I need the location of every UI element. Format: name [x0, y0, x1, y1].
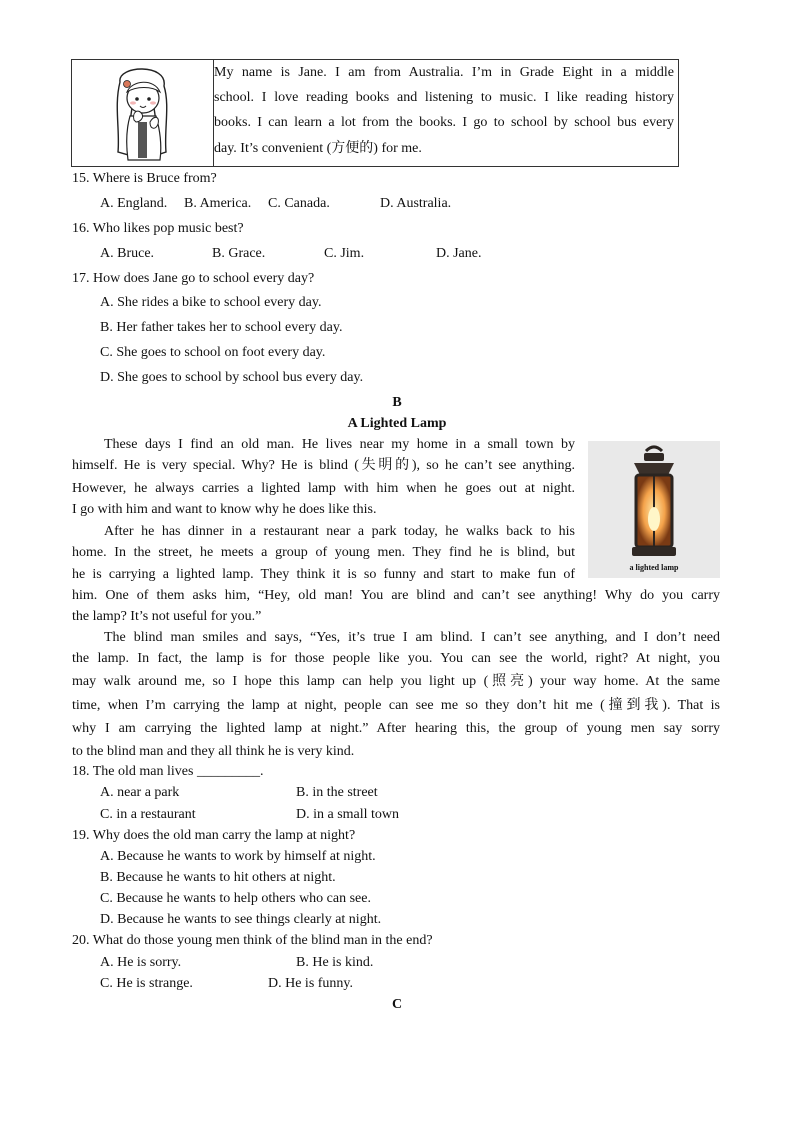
lamp-image: [588, 441, 720, 578]
option-20b: B. He is kind.: [296, 955, 374, 970]
option-18d: D. in a small town: [296, 807, 400, 822]
option-19b: B. Because he wants to hit others at night.: [100, 870, 336, 885]
table-line: books. I can learn a lot from the books. I go to school by school bus every: [214, 115, 674, 130]
question-20: 20. What do those young men think of the blind man in the end?: [72, 933, 433, 948]
passage-line: may walk around me, so I hope this lamp can help you light up (照亮) your way home. At the same: [72, 674, 720, 689]
passage-line: himself. He is very special. Why? He is blind (失明的), so he can’t see anything.: [72, 458, 575, 473]
passage-line: he is carrying a lighted lamp. They think it is so funny and start to make fun of: [72, 567, 575, 582]
lamp-caption: a lighted lamp: [629, 563, 679, 572]
table-line: day. It’s convenient (方便的) for me.: [214, 141, 422, 156]
option-18b: B. in the street: [296, 785, 378, 800]
question-16: 16. Who likes pop music best?: [72, 221, 244, 236]
question-19: 19. Why does the old man carry the lamp at night?: [72, 828, 356, 843]
option-20d: D. He is funny.: [268, 976, 354, 991]
passage-line: time, when I’m carrying the lamp at night, people can see me so they don’t hit me (撞到我). That is: [72, 698, 720, 713]
option-17b: B. Her father takes her to school every day.: [100, 320, 343, 335]
passage-line: to the blind man and they all think he is very kind.: [72, 744, 355, 759]
passage-line: home. In the street, he meets a group of young men. They find he is blind, but: [72, 545, 575, 560]
info-table: [71, 59, 679, 167]
question-15: 15. Where is Bruce from?: [72, 171, 217, 186]
passage-title: A Lighted Lamp: [347, 416, 447, 431]
section-letter-c: C: [391, 997, 403, 1012]
option-18a: A. near a park: [100, 785, 180, 800]
option-17c: C. She goes to school on foot every day.: [100, 345, 326, 360]
option-16a: A. Bruce.: [100, 246, 155, 261]
section-letter-b: B: [392, 395, 402, 410]
option-15d: D. Australia.: [380, 196, 452, 211]
option-16d: D. Jane.: [436, 246, 482, 261]
passage-line: the lamp? It’s not useful for you.”: [72, 609, 262, 624]
passage-line: However, he always carries a lighted lamp with him when he goes out at night.: [72, 481, 575, 496]
option-18c: C. in a restaurant: [100, 807, 196, 822]
passage-line: After he has dinner in a restaurant near a park today, he walks back to his: [104, 524, 575, 539]
option-17d: D. She goes to school by school bus every day.: [100, 370, 364, 385]
passage-line: The blind man smiles and says, “Yes, it’s true I am blind. I can’t see anything, and I don’t need: [104, 630, 720, 645]
option-17a: A. She rides a bike to school every day.: [100, 295, 322, 310]
option-16b: B. Grace.: [212, 246, 266, 261]
passage-line: I go with him and want to know why he does like this.: [72, 502, 377, 517]
option-19a: A. Because he wants to work by himself at night.: [100, 849, 376, 864]
table-line: My name is Jane. I am from Australia. I’m in Grade Eight in a middle: [214, 65, 674, 80]
question-18: 18. The old man lives _________.: [72, 764, 264, 779]
option-15a: A. England.: [100, 196, 168, 211]
option-19c: C. Because he wants to help others who can see.: [100, 891, 371, 906]
passage-line: the lamp. In fact, the lamp is for those people like you. You can see the world, right? At night, you: [72, 651, 720, 666]
option-19d: D. Because he wants to see things clearly at night.: [100, 912, 382, 927]
option-20a: A. He is sorry.: [100, 955, 182, 970]
option-20c: C. He is strange.: [100, 976, 193, 991]
table-line: school. I love reading books and listening to music. I like reading history: [214, 90, 674, 105]
option-16c: C. Jim.: [324, 246, 365, 261]
passage-line: why I am carrying the lighted lamp at night.” After hearing this, the group of young men say sorry: [72, 721, 720, 736]
girl-illustration: [72, 60, 214, 166]
option-15b: B. America.: [184, 196, 252, 211]
intro-text-cell: [214, 60, 678, 166]
option-15c: C. Canada.: [268, 196, 330, 211]
passage-line: These days I find an old man. He lives near my home in a small town by: [104, 437, 575, 452]
passage-line: him. One of them asks him, “Hey, old man! You are blind and can’t see anything! Why do you carry: [72, 588, 720, 603]
question-17: 17. How does Jane go to school every day?: [72, 271, 315, 286]
